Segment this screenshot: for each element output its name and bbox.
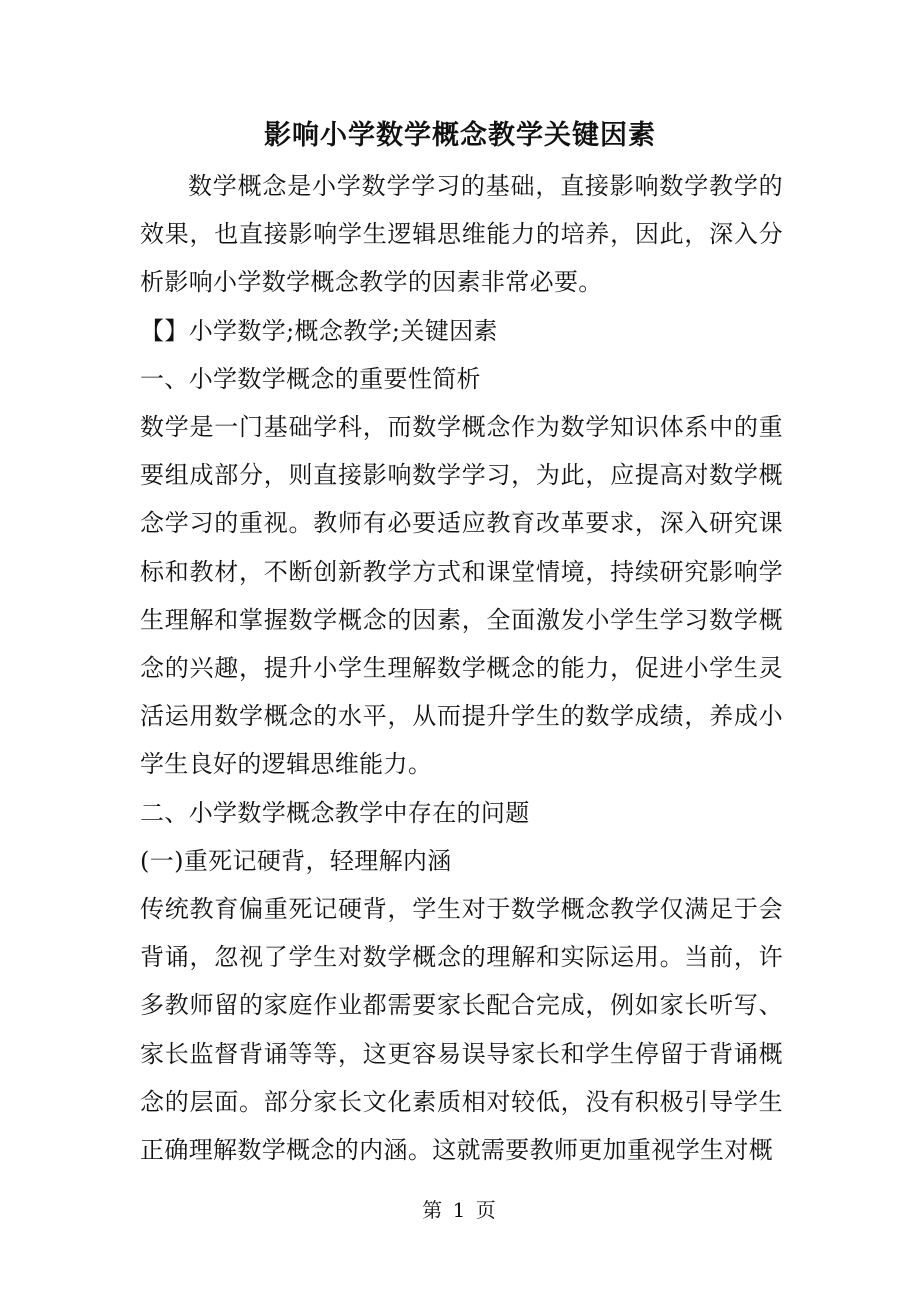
abstract-paragraph: 数学概念是小学数学学习的基础，直接影响数学教学的效果，也直接影响学生逻辑思维能力的培养，因此，深入分析影响小学数学概念教学的因素非常必要。: [140, 172, 783, 297]
body-paragraph: 数学是一门基础学科，而数学概念作为数学知识体系中的重要组成部分，则直接影响数学学习，为此，应提高对数学概念学习的重视。教师有必要适应教育改革要求，深入研究课标和教材，不断创新教学方式和课堂情境，持续研究影响学生理解和掌握数学概念的因素，全面激发小学生学习数学概念的兴趣，提升小学生理解数学概念的能力，促进小学生灵活运用数学概念的水平，从而提升学生的数学成绩，养成小学生良好的逻辑思维能力。: [140, 413, 783, 779]
section-heading-1: 一、小学数学概念的重要性简析: [140, 364, 481, 393]
document-body: [140, 162, 783, 1174]
subsection-heading-1: (一)重死记硬背，轻理解内涵: [140, 846, 452, 875]
section-heading-2: 二、小学数学概念教学中存在的问题: [140, 798, 530, 827]
body-paragraph: 传统教育偏重死记硬背，学生对于数学概念教学仅满足于会背诵，忽视了学生对数学概念的理解和实际运用。当前，许多教师留的家庭作业都需要家长配合完成，例如家长听写、家长监督背诵等等，这更容易误导家长和学生停留于背诵概念的层面。部分家长文化素质相对较低，没有积极引导学生正确理解数学概念的内涵。这就需要教师更加重视学生对概: [140, 895, 783, 1165]
keywords-line: 【】小学数学;概念教学;关键因素: [140, 316, 498, 345]
page-number: 第 1 页: [422, 1198, 498, 1222]
document-title: 影响小学数学概念教学关键因素: [264, 120, 656, 151]
